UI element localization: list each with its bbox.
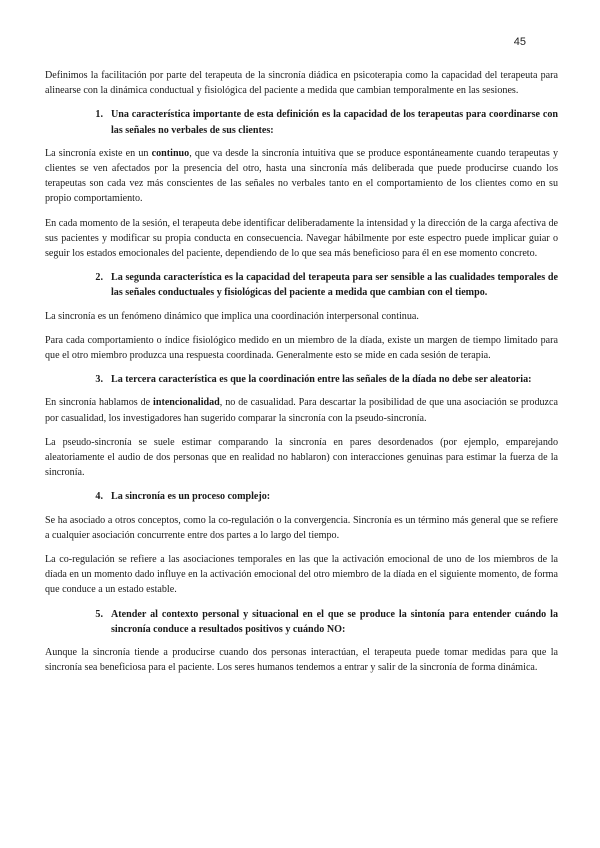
paragraph-co-regulacion: La co-regulación se refiere a las asociaciones temporales en las que la activación emocional de uno de los miembros de la díada en un momento dado influye en la activación emocional del otro miembro de la díada en el siguiente momento, de forma que conduce a un estado estable. bbox=[45, 554, 558, 596]
list-item-text: Atender al contexto personal y situacional en el que se produce la sintonía para entender cuándo la sincronía conduce a resultados positivos y cuándo NO: bbox=[111, 608, 558, 635]
list-item-text: La sincronía es un proceso complejo: bbox=[111, 491, 271, 503]
list-number: 1. bbox=[95, 109, 103, 121]
text-run: La sincronía existe en un bbox=[45, 147, 152, 159]
list-item-5 bbox=[45, 607, 558, 637]
paragraph-pseudo-sincronia: La pseudo-sincronía se suele estimar comparando la sincronía en pares desordenados (por ejemplo, emparejando aleatoriamente el audio de dos personas que en realidad no hablaron) con interacciones genuinas para estimar la fuerza de la sincronía. bbox=[45, 436, 558, 479]
list-number: 3. bbox=[95, 374, 103, 386]
paragraph-sincronia-beneficiosa: Aunque la sincronía tiende a producirse cuando dos personas interactúan, el terapeuta puede tomar medidas para que la sincronía sea beneficiosa para el paciente. Los seres humanos tendemos a entrar y salir de la sincronía de forma dinámica. bbox=[45, 647, 558, 674]
intro-paragraph: Definimos la facilitación por parte del terapeuta de la sincronía diádica en psicoterapia como la capacidad del terapeuta para alinearse con la dinámica conductual y fisiológica del paciente a medida que cambian temporalmente en las sesiones. bbox=[45, 70, 558, 97]
text-run: , no de casualidad. Para descartar la posibilidad de que una asociación se produzca por casualidad, los investigadores han sugerido comparar la sincronía con la pseudo-sincronía. bbox=[45, 397, 558, 424]
list-item-2 bbox=[45, 270, 558, 300]
list-number: 5. bbox=[95, 608, 103, 620]
paragraph-margen-tiempo: Para cada comportamiento o índice fisiológico medido en un miembro de la díada, existe un margen de tiempo limitado para que el otro miembro produzca una respuesta coordinada. Generalmente esto se mide en cada sesión de terapia. bbox=[45, 334, 558, 362]
paragraph-continuo bbox=[45, 146, 558, 207]
list-item-3 bbox=[45, 372, 558, 387]
list-item-text: La segunda característica es la capacidad del terapeuta para ser sensible a las cualidades temporales de las señales conductuales y fisiológicas del paciente a medida que cambian con el tiempo. bbox=[111, 272, 558, 299]
list-number: 2. bbox=[95, 272, 103, 284]
text-run: , que va desde la sincronía intuitiva que se produce espontáneamente cuando terapeutas y clientes se ven afectados por la presencia del otro, hasta una sincronía más deliberada que puede producirse cuando los terapeutas son cada vez más conscientes de las señales no verbales tanto en el comportamiento de los clientes como en su propio comportamiento. bbox=[45, 147, 558, 205]
page-body bbox=[45, 68, 558, 685]
paragraph-conceptos: Se ha asociado a otros conceptos, como la co-regulación o la convergencia. Sincronía es un término más general que se refiere a cualquier asociación concurrente entre dos partes a lo largo del tiempo. bbox=[45, 514, 558, 541]
bold-term-continuo: continuo bbox=[151, 147, 190, 159]
paragraph-intencionalidad bbox=[45, 395, 558, 425]
list-item-text: La tercera característica es que la coordinación entre las señales de la díada no debe ser aleatoria: bbox=[111, 374, 532, 386]
list-item-4 bbox=[45, 489, 558, 504]
bold-term-intencionalidad: intencionalidad bbox=[153, 397, 220, 409]
text-run: En sincronía hablamos de bbox=[45, 397, 154, 409]
paragraph-carga-afectiva: En cada momento de la sesión, el terapeuta debe identificar deliberadamente la intensidad y la dirección de la carga afectiva de sus pacientes y modificar su propia conducta en consecuencia. Navegar hábilmente por este espectro puede implicar guiar o seguir los estados emocionales del paciente, dependiendo de lo que sea más beneficioso para él en ese momento concreto. bbox=[45, 217, 558, 260]
list-item-1 bbox=[45, 107, 558, 137]
paragraph-fenomeno-dinamico: La sincronía es un fenómeno dinámico que implica una coordinación interpersonal continua. bbox=[45, 310, 419, 322]
page-number: 45 bbox=[513, 36, 526, 48]
list-item-text: Una característica importante de esta definición es la capacidad de los terapeutas para coordinarse con las señales no verbales de sus clientes: bbox=[111, 109, 558, 136]
list-number: 4. bbox=[95, 491, 103, 503]
